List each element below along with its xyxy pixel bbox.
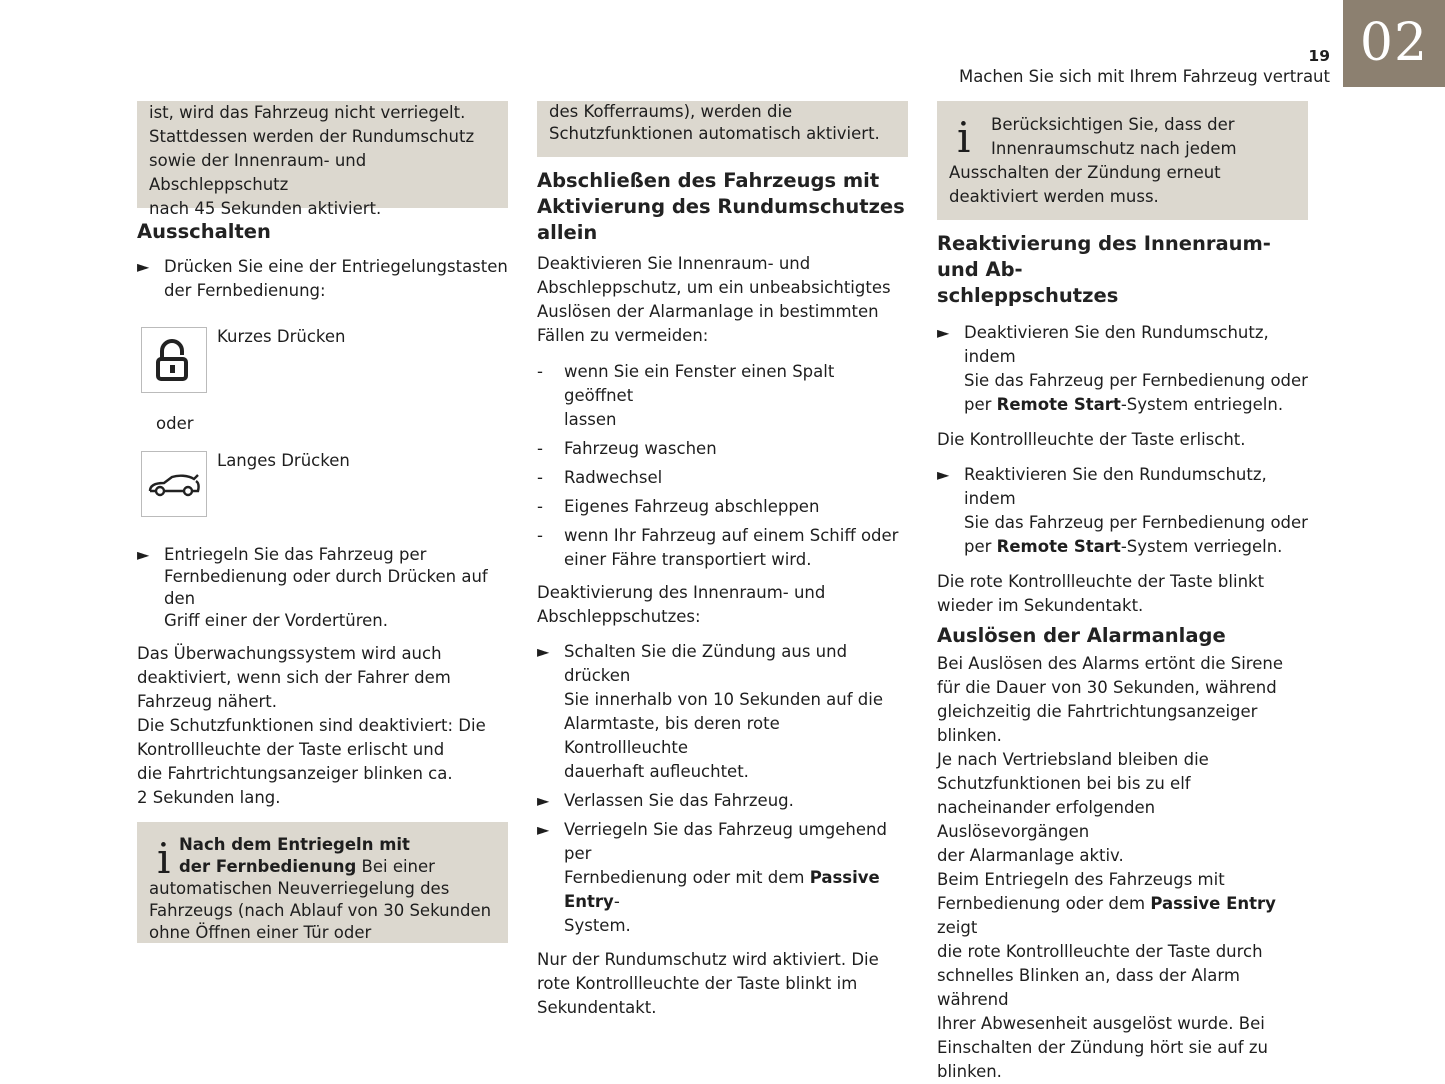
text-line: blinken. [937,1062,1002,1081]
text-line: Ihrer Abwesenheit ausgelöst wurde. Bei [937,1014,1265,1033]
remote-start-term: Remote Start [996,395,1121,414]
passive-entry-term: Passive Entry [564,868,880,911]
note-text: Die Kontrollleuchte der Taste erlischt. [937,430,1246,449]
instruction-step [537,640,908,784]
text-line: Fällen zu vermeiden: [537,326,709,345]
column-2 [537,101,908,1020]
text-line: Sekundentakt. [537,998,657,1017]
text-line: Innenraumschutz nach jedem [991,139,1237,158]
chapter-tab: 02 [1343,0,1445,87]
short-press-row [141,327,508,393]
text-line: Beim Entriegeln des Fahrzeugs mit [937,870,1225,889]
text-line: Radwechsel [564,468,663,487]
paragraph [137,642,508,810]
heading-line: Abschließen des Fahrzeugs mit [537,169,880,192]
text-line: Alarmtaste, bis deren rote Kontrollleuchte [564,714,780,757]
text-line: Verriegeln Sie das Fahrzeug umgehend per [564,820,887,863]
text-run: per [964,537,997,556]
text-line [564,866,908,914]
text-line: Ausschalten der Zündung erneut [949,163,1221,182]
text-line: schnelles Blinken an, dass der Alarm während [937,966,1240,1009]
text-line: für die Dauer von 30 Sekunden, während [937,678,1277,697]
instruction-step [137,255,508,303]
list-item [537,524,908,572]
text-run: -System entriegeln. [1120,395,1284,414]
or-label: oder [156,414,194,433]
text-line: Berücksichtigen Sie, dass der [991,115,1235,134]
text-run: zeigt [937,918,978,937]
text-line: deaktiviert werden muss. [949,187,1159,206]
text-line: Eigenes Fahrzeug abschleppen [564,497,820,516]
text-line: die rote Kontrollleuchte der Taste durch [937,942,1263,961]
long-press-row [141,451,508,517]
text-line: Entriegeln Sie das Fahrzeug per [164,545,427,564]
car-trunk-icon [141,451,207,517]
text-line: Verlassen Sie das Fahrzeug. [564,791,794,810]
continued-info-box [137,101,508,218]
page-number: 19 [1308,47,1330,65]
text-line: Fernbedienung oder durch Drücken auf den [164,567,488,608]
text-line: ist, wird das Fahrzeug nicht verriegelt. [149,103,466,122]
info-icon: i [957,113,971,162]
text-line: Auslösen der Alarmanlage in bestimmten [537,302,879,321]
text-line [964,535,1308,559]
instruction-step [537,818,908,938]
info-box [937,101,1308,220]
text-line: dauerhaft aufleuchtet. [564,762,749,781]
column-1 [137,101,508,943]
text-line: Je nach Vertriebsland bleiben die [937,750,1209,769]
arrow-bullet-icon: ► [137,545,150,564]
section-heading: Ausschalten [137,220,271,243]
text-line [149,856,496,878]
heading-line: allein [537,221,598,244]
text-line: Abschleppschutzes: [537,607,701,626]
heading-line: schleppschutzes [937,284,1119,307]
text-line: Schutzfunktionen bei bis zu elf [937,774,1191,793]
text-line [964,393,1308,417]
text-line: der Fernbedienung: [164,281,326,300]
text-line [937,892,1308,940]
text-line: Sie innerhalb von 10 Sekunden auf die [564,690,884,709]
text-line: Deaktivierung des Innenraum- und [537,583,826,602]
text-line: Bei Auslösen des Alarms ertönt die Sirene [937,654,1283,673]
text-line: automatischen Neuverriegelung des [149,879,450,898]
text-line: der Alarmanlage aktiv. [937,846,1124,865]
paragraph [937,570,1308,618]
text-line: Fahrzeug nähert. [137,692,277,711]
text-run: Fernbedienung oder mit dem [564,868,810,887]
text-line: Fahrzeug waschen [564,439,717,458]
info-bold: der Fernbedienung [179,857,357,876]
arrow-bullet-icon: ► [937,465,950,484]
paragraph [537,948,908,1020]
text-line: 2 Sekunden lang. [137,788,281,807]
text-run: Fernbedienung oder dem [937,894,1151,913]
text-line: Sie das Fahrzeug per Fernbedienung oder [964,513,1308,532]
text-line: System. [564,916,631,935]
column-3 [937,101,1308,1084]
info-icon: i [157,834,171,883]
text-line: Nur der Rundumschutz wird aktiviert. Die [537,950,879,969]
text-line: die Fahrtrichtungsanzeiger blinken ca. [137,764,453,783]
text-line: Einschalten der Zündung hört sie auf zu [937,1038,1268,1057]
long-press-label: Langes Drücken [217,451,350,470]
text-line: Schutzfunktionen automatisch aktiviert. [549,124,880,143]
text-run: per [964,395,997,414]
text-run: -System verriegeln. [1120,537,1283,556]
text-line: Die rote Kontrollleuchte der Taste blinkt [937,572,1265,591]
heading-line: Reaktivierung des Innenraum- und Ab- [937,232,1271,281]
text-line: wenn Ihr Fahrzeug auf einem Schiff oder [564,526,899,545]
text-line: blinken. [937,726,1002,745]
chapter-title: Machen Sie sich mit Ihrem Fahrzeug vertraut [958,67,1330,86]
text-line: einer Fähre transportiert wird. [564,550,812,569]
dash-bullet: - [537,497,543,516]
paragraph [937,652,1308,1084]
text-line: des Kofferraums), werden die [549,102,793,121]
instruction-step [937,321,1308,417]
list-item [537,437,908,461]
continued-info-box [537,101,908,157]
text-line: Deaktivieren Sie den Rundumschutz, indem [964,323,1269,366]
text-line: Sie das Fahrzeug per Fernbedienung oder [964,371,1308,390]
text-line: Kontrollleuchte der Taste erlischt und [137,740,445,759]
paragraph [537,581,908,629]
text-line: Abschleppschutz, um ein unbeabsichtigtes [537,278,891,297]
section-heading [537,168,908,246]
dash-bullet: - [537,526,543,545]
text-line: Das Überwachungssystem wird auch [137,644,442,663]
text-line: Fahrzeugs (nach Ablauf von 30 Sekunden [149,901,492,920]
text-line: Die Schutzfunktionen sind deaktiviert: Die [137,716,486,735]
text-line: wieder im Sekundentakt. [937,596,1144,615]
text-run: - [613,892,620,911]
instruction-step [937,463,1308,559]
info-box [137,822,508,943]
text-line: Reaktivieren Sie den Rundumschutz, indem [964,465,1267,508]
text-line: sowie der Innenraum- und Abschleppschutz [149,151,367,194]
arrow-bullet-icon: ► [137,257,150,276]
section-heading: Auslösen der Alarmanlage [937,624,1226,647]
dash-bullet: - [537,468,543,487]
list-item [537,495,908,519]
text-line: Drücken Sie eine der Entriegelungstasten [164,257,508,276]
text-line: Stattdessen werden der Rundumschutz [149,127,475,146]
list-item [537,466,908,490]
text-line: ohne Öffnen einer Tür oder [149,923,372,942]
text-line: Deaktivieren Sie Innenraum- und [537,254,811,273]
text-line: nacheinander erfolgenden Auslösevorgängen [937,798,1156,841]
section-heading [937,231,1308,309]
remote-start-term: Remote Start [996,537,1121,556]
text-line [149,834,496,856]
text-line: Schalten Sie die Zündung aus und drücken [564,642,848,685]
instruction-step [537,789,908,813]
arrow-bullet-icon: ► [537,791,550,810]
list-item [537,360,908,432]
heading-line: Aktivierung des Rundumschutzes [537,195,905,218]
text-run: Bei einer [356,857,435,876]
instruction-step [137,544,508,632]
text-line: lassen [564,410,617,429]
arrow-bullet-icon: ► [537,820,550,839]
dash-bullet: - [537,362,543,381]
text-line: wenn Sie ein Fenster einen Spalt geöffnet [564,362,835,405]
text-line: rote Kontrollleuchte der Taste blinkt im [537,974,858,993]
unlock-icon [141,327,207,393]
arrow-bullet-icon: ► [537,642,550,661]
text-line: deaktiviert, wenn sich der Fahrer dem [137,668,451,687]
text-line: Griff einer der Vordertüren. [164,611,388,630]
arrow-bullet-icon: ► [937,323,950,342]
text-line: nach 45 Sekunden aktiviert. [149,199,382,218]
passive-entry-term: Passive Entry [1150,894,1276,913]
text-line: gleichzeitig die Fahrtrichtungsanzeiger [937,702,1258,721]
paragraph [537,252,908,348]
short-press-label: Kurzes Drücken [217,327,346,346]
info-bold: Nach dem Entriegeln mit [179,835,410,854]
dash-bullet: - [537,439,543,458]
